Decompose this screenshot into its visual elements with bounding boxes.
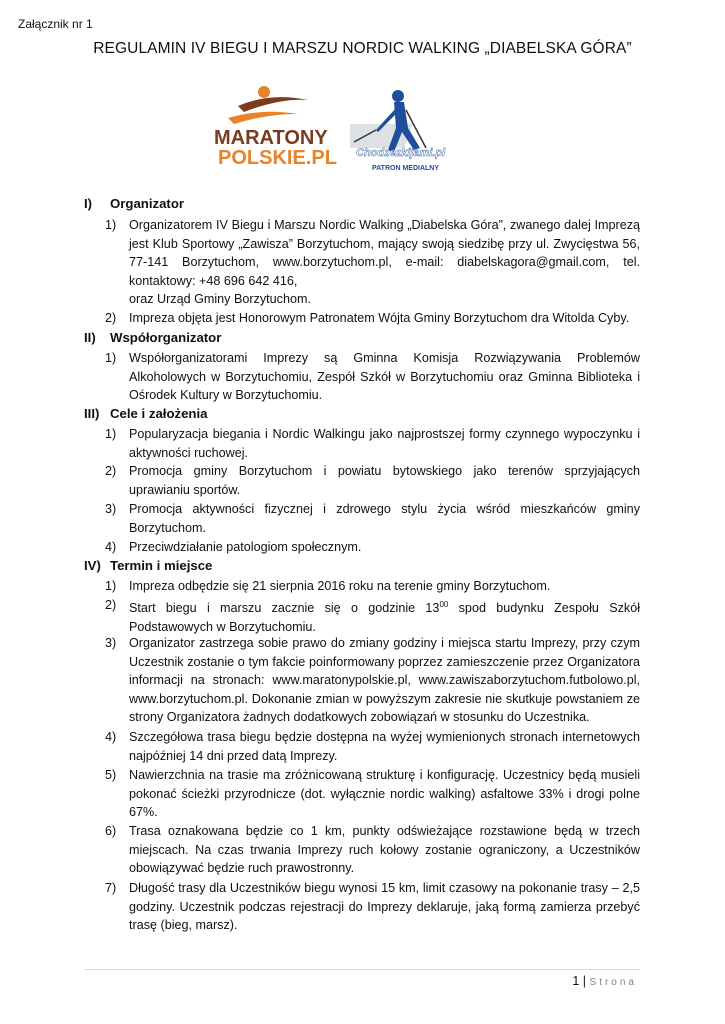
logo-maratony-text: MARATONY [214,127,328,149]
chodz-logo [350,88,460,180]
logo-head [258,86,270,98]
logo-polskie-text: POLSKIE.PL [218,147,337,169]
list-item: 2) Start biegu i marszu zacznie się o godzinie $13^{00}$ spod budynku Zespołu Szkół Podstawowych w Borzytuchomiu. [105,598,640,634]
list-item: 7) Długość trasy dla Uczestników biegu wynosi 15 km, limit czasowy na pokonanie trasy – 2,5 godziny. Uczestnik podczas rejestracji do Imprezy deklaruje, jaką formą zamierza przebyć trasę (bieg, marsz). [105,881,640,932]
section-heading-3: III) Cele i założenia [84,406,208,421]
list-item: 6) Trasa oznakowana będzie co 1 km, punkty odświeżające rozstawione będą w trzech miejscach. Na czas trwania Imprezy ruch kołowy zostanie ograniczony, a Uczestników obowiązywać będzie ruch prawostronny. [105,824,640,875]
logo-swoosh-orange [228,112,298,124]
svg-text:Chodzezkijami.pl: Chodzezkijami.pl [356,147,446,159]
section-heading-4: IV) Termin i miejsce [84,558,213,573]
page-number: 1 [572,974,580,988]
footer-label: Strona [589,977,637,988]
list-item: 3) Organizator zastrzega sobie prawo do zmiany godziny i miejsca startu Imprezy, przy czym Uczestnik zostanie o tym fakcie poinformowany poprzez zamieszczenie przez Organizatora informacji na stronach: www.maratonypolskie.pl, www.zawiszaborzytuchom.futbolowo.pl, www.borzytuchom.pl. Dokonanie zmian w powyższym zakresie nie skutkuje powstaniem ze strony Organizatora żadnych dodatkowych zobowiązań w stosunku do Uczestnika. [105,636,640,724]
list-item: 1) Współorganizatorami Imprezy są Gminna Komisja Rozwiązywania Problemów Alkoholowych w Borzytuchomiu, Zespół Szkół w Borzytuchomiu oraz Gminna Biblioteka i Ośrodek Kultury w Borzytuchomiu. [105,351,640,402]
list-item: 2) Impreza objęta jest Honorowym Patronatem Wójta Gminy Borzytuchom dra Witolda Cyby. [105,311,630,325]
footer-divider [84,969,640,970]
list-item: 4) Szczegółowa trasa biegu będzie dostępna na wyżej wymienionych stronach internetowych najpóźniej 14 dni przed datą Imprezy. [105,730,640,763]
section-heading-1: I) Organizator [84,196,185,211]
list-item: 3) Promocja aktywności fizycznej i zdrowego stylu życia wśród mieszkańców gminy Borzytuchom. [105,502,640,535]
list-item: 1) Popularyzacja biegania i Nordic Walkingu jako najprostszej formy czynnego wypoczynku i aktywności ruchowej. [105,427,640,460]
nordic-walker-icon [350,88,460,180]
logo-swoosh-brown [238,97,308,112]
page-title: REGULAMIN IV BIEGU I MARSZU NORDIC WALKING „DIABELSKA GÓRA” [93,40,632,57]
section-heading-2: II) Współorganizator [84,330,222,345]
list-item: 1) Impreza odbędzie się 21 sierpnia 2016 roku na terenie gminy Borzytuchom. [105,579,551,593]
footer-separator: | [582,974,587,988]
annex-label: Załącznik nr 1 [18,17,93,31]
list-item: 5) Nawierzchnia na trasie ma zróżnicowaną strukturę i konfigurację. Uczestnicy będą musieli pokonać ścieżki przyrodnicze (dot. wyłącznie nordic walking) asfaltowe 33% i drogi polne 67%. [105,768,640,819]
list-item: 4) Przeciwdziałanie patologiom społecznym. [105,540,362,554]
page-footer [572,974,637,988]
list-item: 2) Promocja gminy Borzytuchom i powiatu bytowskiego jako terenów sprzyjających uprawianiu sportów. [105,464,640,497]
svg-text:PATRON MEDIALNY: PATRON MEDIALNY [372,165,440,172]
list-item: 1) Organizatorem IV Biegu i Marszu Nordic Walking „Diabelska Góra”, zwanego dalej Imprezą jest Klub Sportowy „Zawisza” Borzytuchom, mający swoją siedzibę przy ul. Zwycięstwa 56, 77-141 Borzytuchom, www.borzytuchom.pl, e-mail: diabelskagora@gmail.com, tel. kontaktowy: +48 696 642 416, oraz Urząd Gminy Borzytuchom. [105,218,640,306]
